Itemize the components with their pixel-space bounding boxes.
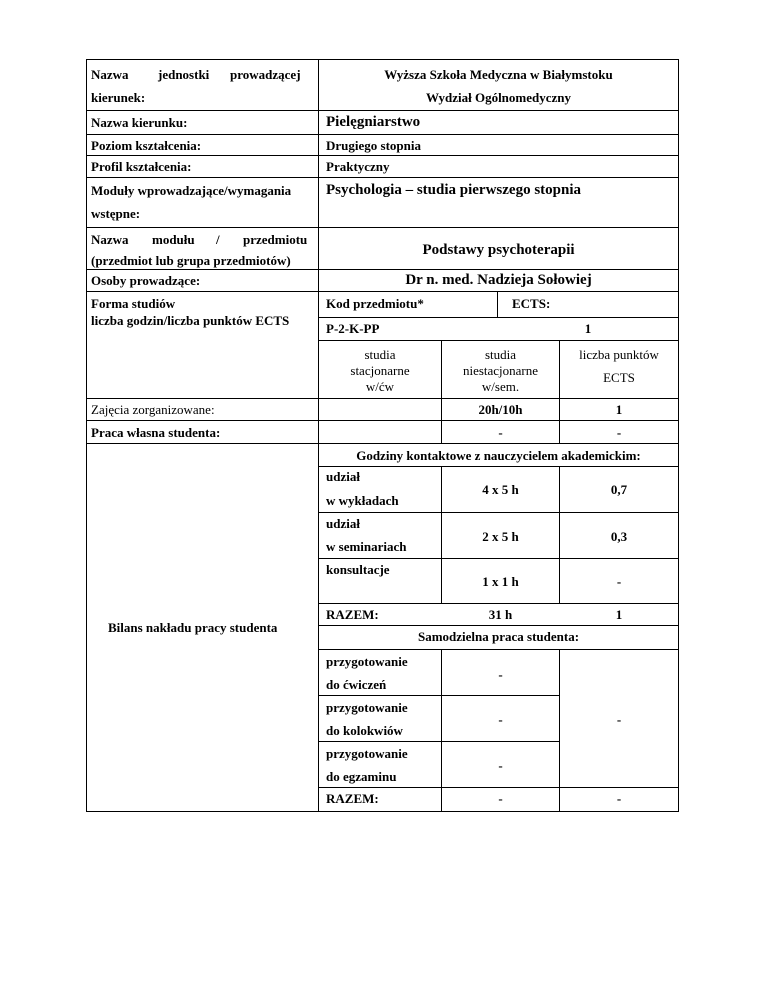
row-divider — [318, 558, 679, 559]
module-label-word-4: przedmiotu — [243, 232, 308, 247]
field-value: Pielęgniarstwo — [326, 114, 421, 130]
row-divider — [86, 420, 679, 421]
unit-label-line-2: kierunek: — [91, 90, 146, 105]
table-border-top — [86, 59, 679, 60]
ects-header-line-1: liczba punktów — [579, 347, 659, 362]
contact-row-1-ects: 0,7 — [610, 482, 628, 497]
requirements-label-line-2: wstępne: — [91, 206, 141, 221]
profile-value: Praktyczny — [326, 159, 390, 174]
own-work-ects: - — [616, 425, 622, 440]
self-row-2-hours: - — [498, 712, 503, 727]
unit-label-word-3: prowadzącej — [230, 67, 301, 82]
module-value: Podstawy psychoterapii — [422, 242, 575, 258]
row-divider — [86, 398, 679, 399]
requirements-label-line-1: Moduły wprowadzające/wymagania — [91, 183, 292, 198]
unit-value-line-2: Wydział Ogólnomedyczny — [425, 90, 572, 105]
row-divider — [318, 603, 679, 604]
module-label-line-2: (przedmiot lub grupa przedmiotów) — [91, 253, 291, 268]
self-work-header: Samodzielna praca studenta: — [417, 629, 580, 644]
module-label-word-3: / — [216, 232, 220, 247]
self-row-3-hours: - — [498, 758, 503, 773]
row-divider — [318, 649, 679, 650]
module-label-word-1: Nazwa — [91, 232, 129, 247]
contact-row-3-hours: 1 x 1 h — [482, 574, 519, 589]
contact-row-2-hours: 2 x 5 h — [482, 529, 519, 544]
row-divider — [86, 177, 679, 178]
balance-label: Bilans nakładu pracy studenta — [108, 620, 278, 635]
self-row-1-hours: - — [498, 667, 503, 682]
self-work-ects: - — [616, 712, 622, 727]
self-row-1-line-2: do ćwiczeń — [326, 677, 387, 692]
row-divider — [86, 269, 679, 270]
organized-extramural: 20h/10h — [478, 402, 523, 417]
unit-label-word-2: jednostki — [158, 67, 210, 82]
form-label-line-1: Forma studiów — [91, 296, 176, 311]
code-label: Kod przedmiotu* — [326, 296, 424, 311]
level-value: Drugiego stopnia — [326, 138, 421, 153]
self-row-3-line-1: przygotowanie — [326, 746, 408, 761]
own-work-extramural: - — [498, 425, 503, 440]
self-row-2-line-1: przygotowanie — [326, 700, 408, 715]
teachers-label: Osoby prowadzące: — [91, 273, 201, 288]
column-divider — [559, 649, 560, 812]
contact-hours-header: Godziny kontaktowe z nauczycielem akademickim: — [356, 448, 641, 463]
requirements-value: Psychologia – studia pierwszego stopnia — [326, 182, 582, 198]
self-row-3-line-2: do egzaminu — [326, 769, 397, 784]
self-total-label: RAZEM: — [326, 791, 379, 806]
contact-row-1-line-2: w wykładach — [326, 493, 399, 508]
form-label-line-2: liczba godzin/liczba punktów ECTS — [91, 313, 290, 328]
level-label: Poziom kształcenia: — [91, 138, 202, 153]
field-label: Nazwa kierunku: — [91, 115, 188, 130]
ects-header-line-2: ECTS — [603, 370, 635, 385]
contact-row-1-hours: 4 x 5 h — [482, 482, 519, 497]
row-divider — [86, 227, 679, 228]
row-divider — [86, 134, 679, 135]
contact-row-1-line-1: udział — [326, 469, 360, 484]
ects-value: 1 — [584, 321, 592, 336]
extramural-header-line-3: w/sem. — [481, 379, 520, 394]
self-row-2-line-2: do kolokwiów — [326, 723, 403, 738]
row-divider — [86, 443, 679, 444]
table-border-left — [86, 59, 87, 812]
stationary-header-line-1: studia — [364, 347, 396, 362]
self-total-hours: - — [498, 791, 503, 806]
row-divider — [318, 466, 679, 467]
self-row-1-line-1: przygotowanie — [326, 654, 408, 669]
code-value: P-2-K-PP — [326, 321, 380, 336]
unit-label-word-1: Nazwa — [91, 67, 129, 82]
row-divider — [86, 155, 679, 156]
extramural-header-line-1: studia — [484, 347, 517, 362]
stationary-header-line-2: stacjonarne — [350, 363, 410, 378]
column-divider — [497, 291, 498, 318]
row-divider — [86, 110, 679, 111]
row-divider — [318, 695, 559, 696]
row-divider — [318, 625, 679, 626]
organized-label: Zajęcia zorganizowane: — [91, 402, 215, 417]
own-work-label: Praca własna studenta: — [91, 425, 221, 440]
row-divider — [318, 340, 679, 341]
module-label-word-2: modułu — [152, 232, 195, 247]
row-divider — [318, 787, 679, 788]
teachers-value: Dr n. med. Nadzieja Sołowiej — [405, 272, 592, 288]
contact-total-label: RAZEM: — [326, 607, 379, 622]
contact-row-2-line-1: udział — [326, 516, 360, 531]
row-divider — [86, 291, 679, 292]
row-divider — [318, 741, 559, 742]
column-divider — [318, 59, 319, 812]
table-border-right — [678, 59, 679, 812]
ects-label: ECTS: — [512, 296, 551, 311]
contact-row-3-ects: - — [616, 574, 622, 589]
contact-row-2-line-2: w seminariach — [326, 539, 407, 554]
self-total-ects: - — [616, 791, 622, 806]
extramural-header-line-2: niestacjonarne — [462, 363, 539, 378]
contact-row-3-line-1: konsultacje — [326, 562, 390, 577]
contact-row-2-ects: 0,3 — [610, 529, 628, 544]
contact-total-hours: 31 h — [488, 607, 513, 622]
row-divider — [318, 512, 679, 513]
unit-value-line-1: Wyższa Szkoła Medyczna w Białymstoku — [384, 67, 613, 82]
profile-label: Profil kształcenia: — [91, 159, 192, 174]
table-border-bottom — [86, 811, 679, 812]
row-divider — [318, 317, 679, 318]
contact-total-ects: 1 — [615, 607, 623, 622]
stationary-header-line-3: w/ćw — [365, 379, 395, 394]
organized-ects: 1 — [615, 402, 623, 417]
